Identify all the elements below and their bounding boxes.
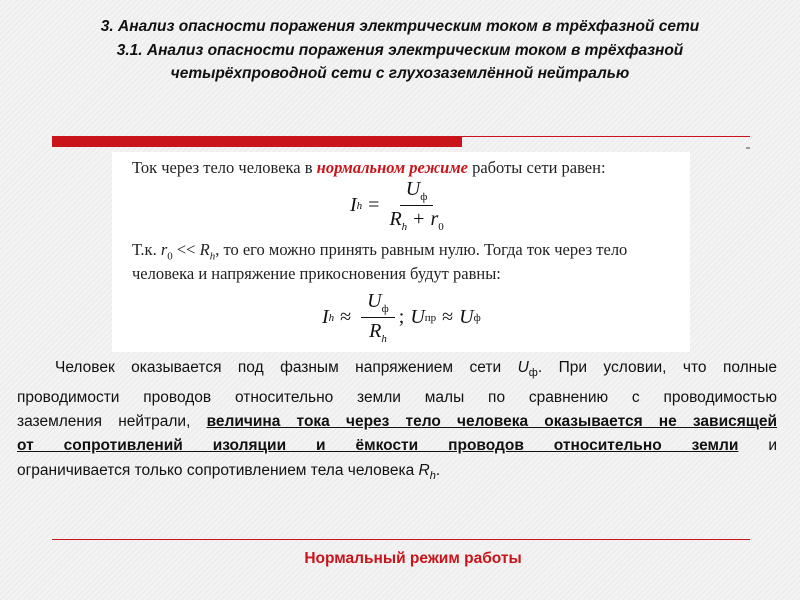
fraction: $\frac{U_ф}{R_h + r_0}$ — [389, 178, 444, 233]
paragraph-line: от сопротивлений изоляции и ёмкости проводов относительно земли и — [17, 437, 777, 455]
formula-box — [112, 152, 690, 352]
paragraph-line: Человек оказывается под фазным напряжением сети $U_ф$. При условии, что полные — [55, 359, 777, 380]
divider-tick — [746, 147, 750, 149]
equation-current: I h = $\frac{U_ф}{R_h + r_0}$ — [350, 178, 444, 233]
subsection-title-line1: 3.1. Анализ опасности поражения электрическим током в трёхфазной — [116, 42, 684, 59]
paragraph-line: ограничивается только сопротивлением тела человека $R_h$. — [17, 461, 441, 482]
equation-approx: I h ≈ $\frac{U_ф}{R_h}$ ; U пр ≈ U ф — [322, 290, 481, 345]
formula-condition: Т.к. $r_0 << R_h$, то его можно принять равным нулю. Тогда ток через тело — [132, 240, 628, 263]
footer-caption: Нормальный режим работы — [304, 550, 522, 567]
formula-intro: Ток через тело человека в нормальном режиме работы сети равен: — [132, 158, 606, 177]
highlight-normal-mode: нормальном режиме — [316, 158, 468, 177]
explanation-paragraph — [17, 356, 777, 488]
subsection-title-line2: четырёхпроводной сети с глухозаземлённой нейтралью — [170, 65, 630, 82]
footer-divider-line — [52, 539, 750, 540]
paragraph-line: проводимости проводов относительно земли малы по сравнению с проводимостью — [17, 388, 777, 406]
header-divider-bar — [52, 137, 462, 147]
paragraph-line: заземления нейтрали, величина тока через тело человека оказывается не зависящей — [17, 412, 777, 430]
formula-condition-cont: человека и напряжение прикосновения будут равны: — [132, 264, 501, 283]
fraction: $\frac{U_ф}{R_h}$ — [361, 290, 395, 345]
section-title: 3. Анализ опасности поражения электрическим током в трёхфазной сети — [100, 18, 700, 35]
